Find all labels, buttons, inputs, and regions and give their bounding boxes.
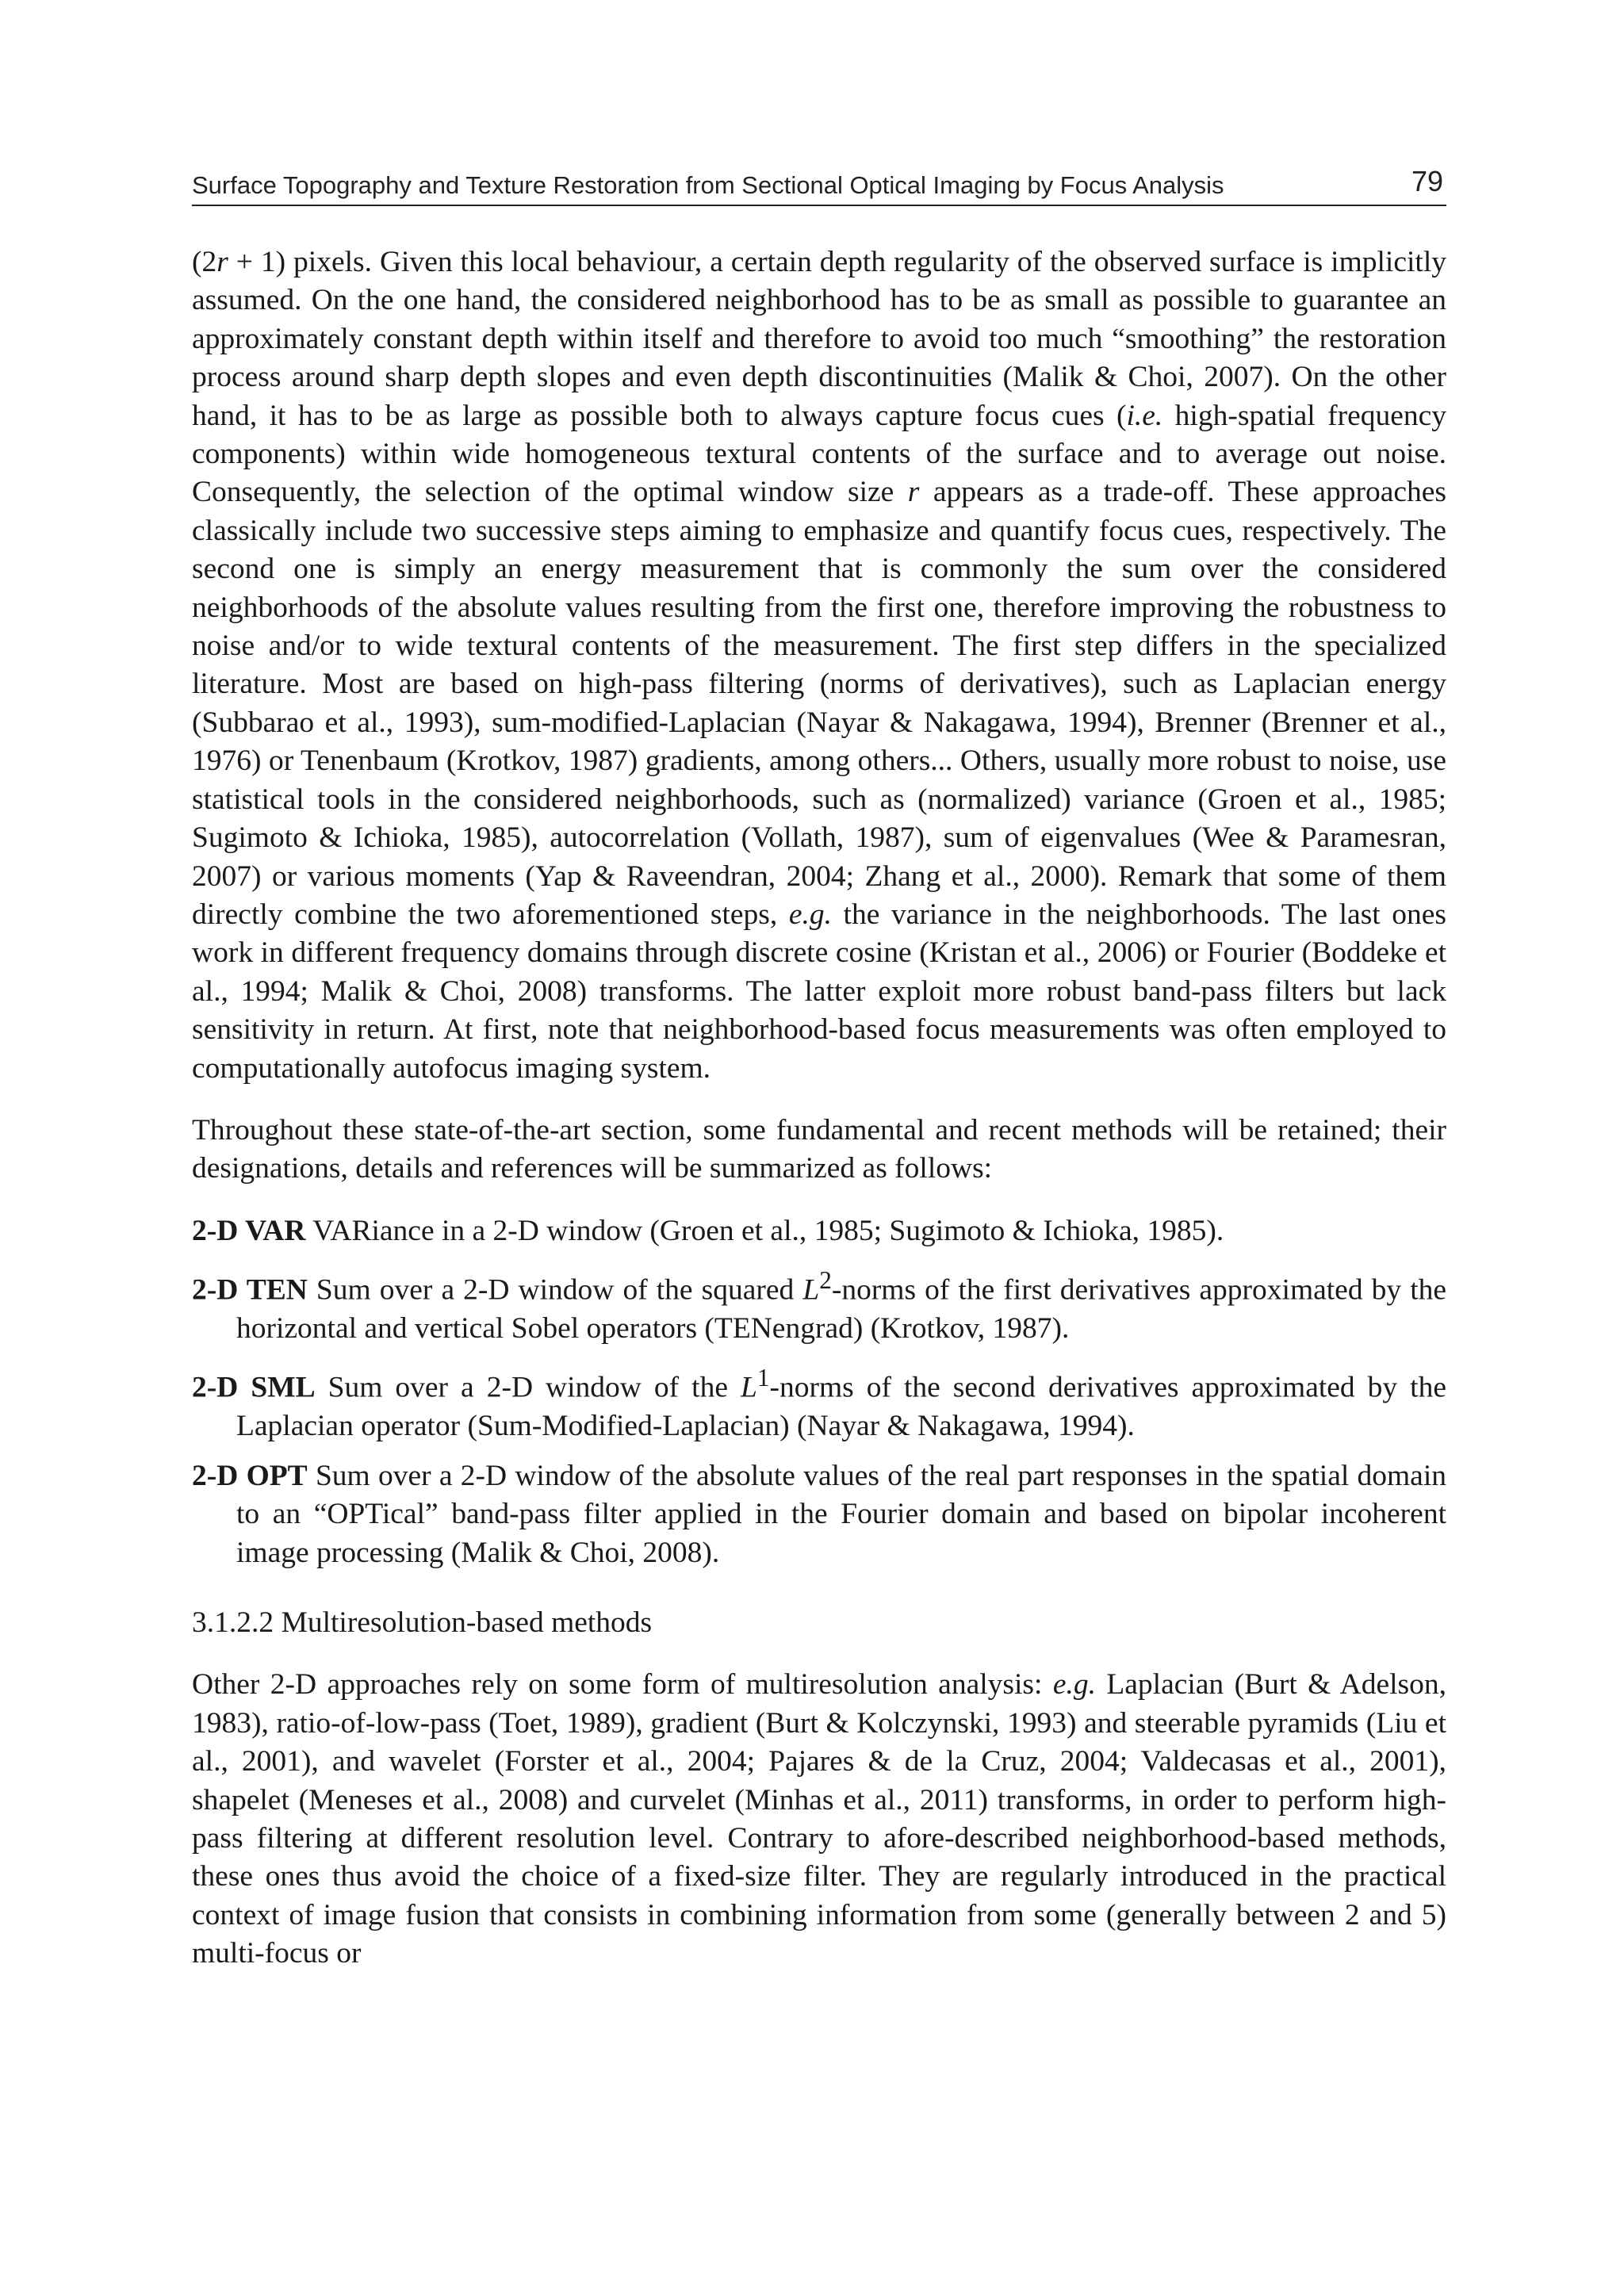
paragraph-2: Throughout these state-of-the-art section, some fundamental and recent methods will be retained; their designations, details and references will be summarized as follows: <box>192 1113 1446 1185</box>
text-run: (2 <box>192 246 217 278</box>
method-item-sml <box>192 1359 1446 1445</box>
method-description: Sum over a 2-D window of the absolute values of the real part responses in the spatial domain to an “OPTical” band-pass filter applied in the Fourier domain and based on bipolar incoherent image processing (Malik & Choi, 2008). <box>236 1459 1446 1569</box>
page-number: 79 <box>1411 165 1443 197</box>
methods-list <box>192 1212 1446 1572</box>
math-superscript: 1 <box>756 1364 770 1392</box>
method-description: -norms of the first derivatives approximated by the horizontal and vertical Sobel operators (TENengrad) (Krotkov, 1987). <box>236 1273 1447 1346</box>
method-description: Sum over a 2-D window of the squared <box>316 1273 803 1307</box>
method-description: -norms of the second derivatives approximated by the Laplacian operator (Sum-Modified-Laplacian) (Nayar & Nakagawa, 1994). <box>236 1371 1446 1443</box>
math-superscript: 2 <box>819 1266 832 1295</box>
method-term: 2-D OPT <box>192 1459 308 1492</box>
math-var: r <box>907 476 920 509</box>
text-run: the variance in the neighborhoods. The last ones work in different frequency domains through discrete cosine (Kristan et al., 2006) or Fourier (Boddeke et al., 1994; Malik & Choi, 2008) transforms. The latter exploit more robust band-pass filters but lack sensitivity in return. At first, note that neighborhood-based focus measurements was often employed to computationally autofocus imaging system. <box>192 898 1447 1085</box>
paragraph-1 <box>192 243 1446 1088</box>
method-term: 2-D SML <box>192 1371 316 1404</box>
method-description: Sum over a 2-D window of the <box>327 1371 741 1404</box>
math-var: L <box>802 1273 820 1307</box>
body-text <box>192 243 1446 1973</box>
paragraph-3 <box>192 1666 1446 1973</box>
text-run: Other 2-D approaches rely on some form of multiresolution analysis: <box>192 1668 1053 1702</box>
method-item-var <box>192 1212 1446 1250</box>
subsection-heading: 3.1.2.2 Multiresolution-based methods <box>192 1606 653 1639</box>
italic-abbrev: e.g. <box>788 898 832 931</box>
running-header <box>192 163 1446 206</box>
math-var: r <box>216 246 228 278</box>
running-title: Surface Topography and Texture Restoration from Sectional Optical Imaging by Focus Analysis <box>192 171 1224 199</box>
text-run: high-spatial frequency components) within wide homogeneous textural contents of the surface and to average out noise. Consequently, the selection of the optimal window size <box>192 399 1446 509</box>
method-term: 2-D TEN <box>192 1273 308 1307</box>
math-var: L <box>740 1371 757 1404</box>
italic-abbrev: i.e. <box>1126 399 1163 432</box>
method-item-opt <box>192 1457 1446 1572</box>
method-description: VARiance in a 2-D window (Groen et al., 1985; Sugimoto & Ichioka, 1985). <box>312 1214 1224 1247</box>
method-item-ten <box>192 1261 1446 1348</box>
text-run: Laplacian (Burt & Adelson, 1983), ratio-of-low-pass (Toet, 1989), gradient (Burt & Kolczynski, 1993) and steerable pyramids (Liu et al., 2001), and wavelet (Forster et al., 2004; Pajares & de la Cruz, 2004; Valdecasas et al., 2001), shapelet (Meneses et al., 2008) and curvelet (Minhas et al., 2011) transforms, in order to perform high-pass filtering at different resolution level. Contrary to afore-described neighborhood-based methods, these ones thus avoid the choice of a fixed-size filter. They are regularly introduced in the practical context of image fusion that consists in combining information from some (generally between 2 and 5) multi-focus or <box>192 1668 1446 1970</box>
text-run: + 1) pixels. Given this local behaviour, a certain depth regularity of the observed surface is implicitly assumed. On the one hand, the considered neighborhood has to be as small as possible to guarantee an approximately constant depth within itself and therefore to avoid too much “smoothing” the restoration process around sharp depth slopes and even depth discontinuities (Malik & Choi, 2007). On the other hand, it has to be as large as possible both to always capture focus cues ( <box>192 246 1446 432</box>
method-term: 2-D VAR <box>192 1214 306 1247</box>
text-run: appears as a trade-off. These approaches classically include two successive steps aiming to emphasize and quantify focus cues, respectively. The second one is simply an energy measurement that is commonly the sum over the considered neighborhoods of the absolute values resulting from the first one, therefore improving the robustness to noise and/or to wide textural contents of the measurement. The first step differs in the specialized literature. Most are based on high-pass filtering (norms of derivatives), such as Laplacian energy (Subbarao et al., 1993), sum-modified-Laplacian (Nayar & Nakagawa, 1994), Brenner (Brenner et al., 1976) or Tenenbaum (Krotkov, 1987) gradients, among others... Others, usually more robust to noise, use statistical tools in the considered neighborhoods, such as (normalized) variance (Groen et al., 1985; Sugimoto & Ichioka, 1985), autocorrelation (Vollath, 1987), sum of eigenvalues (Wee & Paramesran, 2007) or various moments (Yap & Raveendran, 2004; Zhang et al., 2000). Remark that some of them directly combine the two aforementioned steps, <box>192 476 1446 931</box>
italic-abbrev: e.g. <box>1052 1668 1096 1702</box>
